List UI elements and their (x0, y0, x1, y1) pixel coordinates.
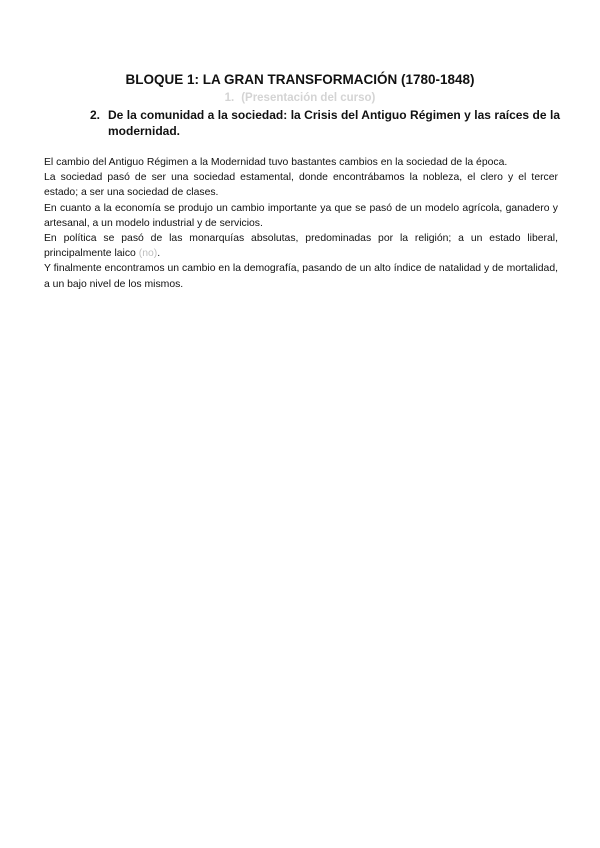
body-text (44, 155, 558, 292)
list-item-1 (0, 91, 600, 105)
list-item-2 (90, 107, 560, 139)
paragraph-politics (44, 231, 558, 261)
paragraph-demography: Y finalmente encontramos un cambio en la demografía, pasando de un alto índice de natalidad y de mortalidad, a un bajo nivel de los mismos. (44, 263, 558, 290)
list-item-2-number: 2. (90, 108, 101, 122)
paragraph-economy: En cuanto a la economía se produjo un cambio importante ya que se pasó de un modelo agrícola, ganadero y artesanal, a un modelo industrial y de servicios. (44, 202, 558, 229)
document-title: BLOQUE 1: LA GRAN TRANSFORMACIÓN (1780-1848) (125, 72, 475, 87)
politics-note: (no) (138, 248, 158, 260)
list-item-1-number: 1. (224, 92, 235, 104)
paragraph-social-structure: La sociedad pasó de ser una sociedad estamental, donde encontrábamos la nobleza, el clero y el tercer estado; a ser una sociedad de clases. (44, 172, 558, 199)
politics-text: En política se pasó de las monarquías absolutas, predominadas por la religión; a un estado liberal, principalmente laico (44, 233, 558, 260)
list-item-2-text: De la comunidad a la sociedad: la Crisis del Antiguo Régimen y las raíces de la modernidad. (108, 108, 560, 138)
politics-end: . (157, 248, 161, 260)
paragraph-society-change: El cambio del Antiguo Régimen a la Modernidad tuvo bastantes cambios en la sociedad de la época. (44, 157, 508, 168)
list-item-1-text: (Presentación del curso) (241, 92, 376, 104)
